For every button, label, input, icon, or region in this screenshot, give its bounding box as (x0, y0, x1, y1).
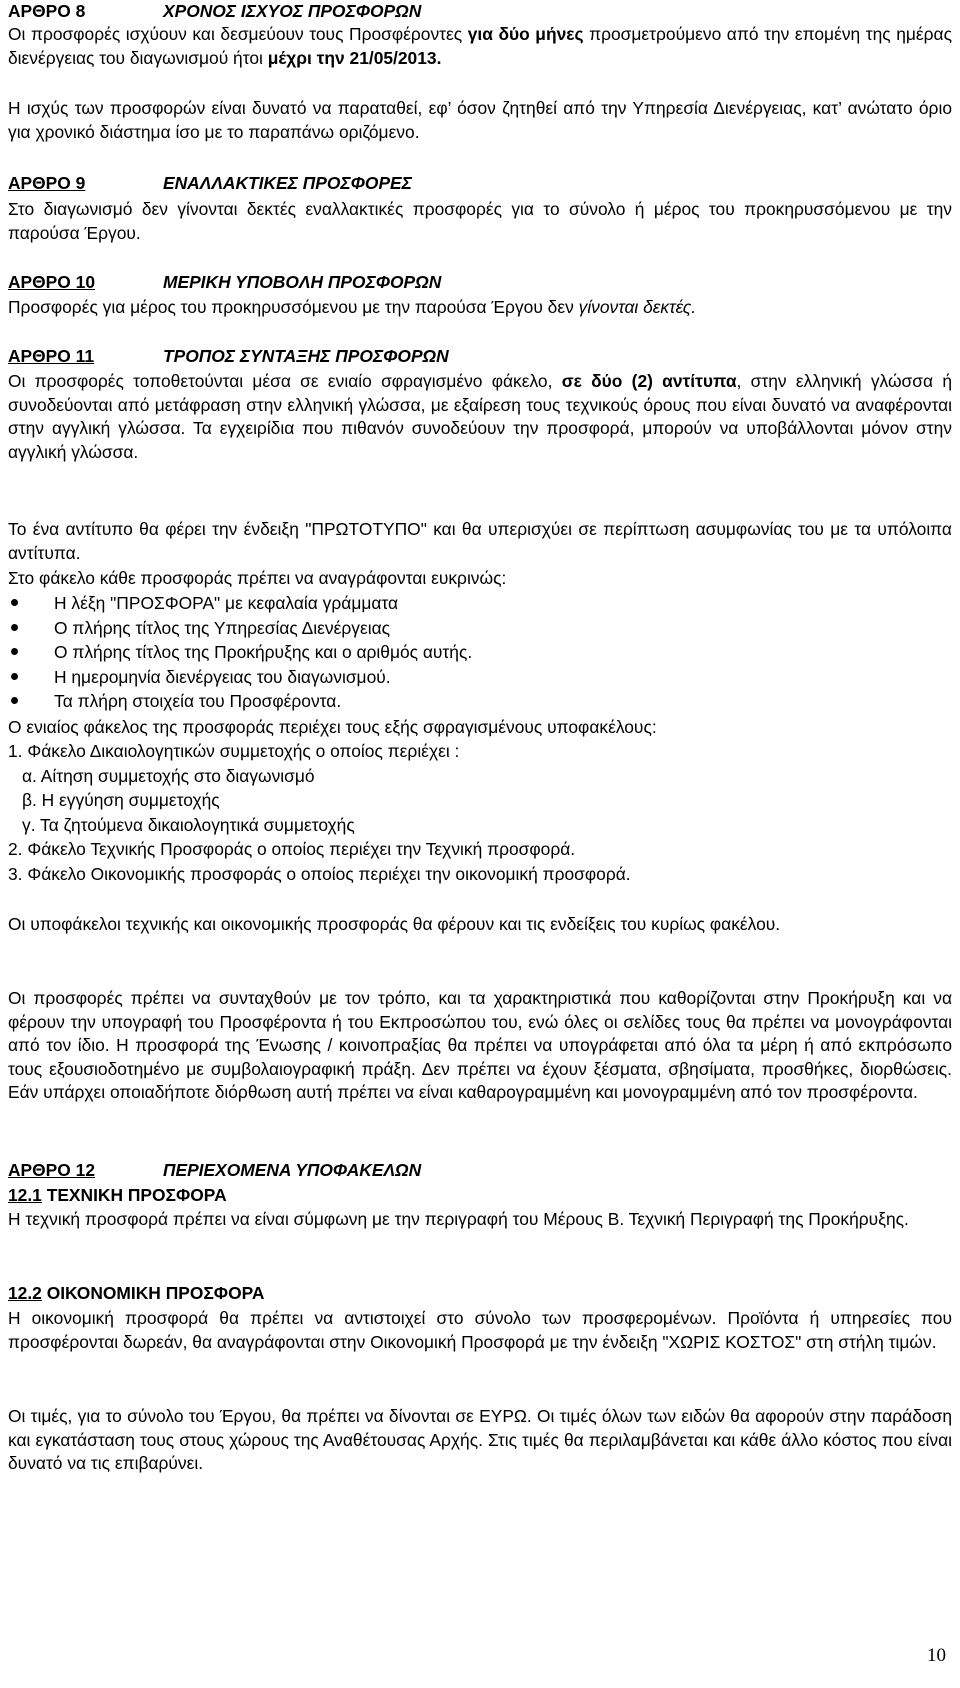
article-11-paragraph-2: Το ένα αντίτυπο θα φέρει την ένδειξη "ΠΡΩΤΟΤΥΠΟ" και θα υπερισχύει σε περίπτωση ασυμφωνίας του με τα υπόλοιπα αντίτυπα. (8, 519, 952, 563)
article-title: ΧΡΟΝΟΣ ΙΣΧΥΟΣ ΠΡΟΣΦΟΡΩΝ (163, 1, 422, 21)
article-10-heading (8, 271, 952, 295)
article-number: ΑΡΘΡΟ 11 (8, 346, 95, 366)
page-number: 10 (927, 1645, 946, 1666)
list-item: Ο πλήρης τίτλος της Υπηρεσίας Διενέργειας (8, 616, 952, 641)
article-11-paragraph-5: Οι υποφάκελοι τεχνικής και οικονομικής προσφοράς θα φέρουν και τις ενδείξεις του κυρίως φακέλου. (8, 914, 781, 934)
article-title: ΠΕΡΙΕΧΟΜΕΝΑ ΥΠΟΦΑΚΕΛΩΝ (163, 1160, 422, 1180)
article-title: ΜΕΡΙΚΗ ΥΠΟΒΟΛΗ ΠΡΟΣΦΟΡΩΝ (163, 272, 442, 292)
list-item: Η ημερομηνία διενέργειας του διαγωνισμού. (8, 665, 952, 690)
list-item: Τα πλήρη στοιχεία του Προσφέροντα. (8, 689, 952, 714)
article-title: ΤΡΟΠΟΣ ΣΥΝΤΑΞΗΣ ΠΡΟΣΦΟΡΩΝ (163, 346, 449, 366)
article-11-paragraph-6: Οι προσφορές πρέπει να συνταχθούν με τον τρόπο, και τα χαρακτηριστικά που καθορίζονται στην Προκήρυξη και να φέρουν την υπογραφή του Προσφέροντα ή του Εκπροσώπου του, ενώ όλες οι σελίδες τους θα πρέπει να μονογράφονται από τον ίδιο. Η προσφορά της Ένωσης / κοινοπραξίας θα πρέπει να υπογράφεται από όλα τα μέρη ή από εκπρόσωπο τους εξουσιοδοτημένο με συμβολαιογραφική πράξη. Δεν πρέπει να έχουν ξέσματα, σβησίματα, προσθήκες, διορθώσεις. Εάν υπάρχει οποιαδήποτε διόρθωση αυτή πρέπει να είναι καθαρογραμμένη και μονογραμμένη από τον προσφέροντα. (8, 988, 952, 1103)
article-8-heading (8, 0, 952, 24)
article-10-paragraph-1: Προσφορές για μέρος του προκηρυσσόμενου με την παρούσα Έργου δεν γίνονται δεκτές. (8, 297, 697, 317)
list-item: α. Αίτηση συμμετοχής στο διαγωνισμό (22, 765, 315, 786)
section-12-1-paragraph: Η τεχνική προσφορά πρέπει να είναι σύμφωνη με την περιγραφή του Μέρους Β. Τεχνική Περιγραφή της Προκήρυξης. (8, 1209, 909, 1229)
section-12-2-paragraph-1: Η οικονομική προσφορά θα πρέπει να αντιστοιχεί στο σύνολο των προσφερομένων. Προϊόντα ή υπηρεσίες που προσφέρονται δωρεάν, θα αναγράφονται στην Οικονομική Προσφορά με την ένδειξη "ΧΩΡΙΣ ΚΟΣΤΟΣ" στη στήλη τιμών. (8, 1308, 952, 1352)
list-item: β. Η εγγύηση συμμετοχής (22, 790, 220, 811)
article-9-heading (8, 172, 952, 196)
article-11-paragraph-4: Ο ενιαίος φάκελος της προσφοράς περιέχει τους εξής σφραγισμένους υποφακέλους: (8, 717, 657, 737)
section-12-2-heading: 12.2 ΟΙΚΟΝΟΜΙΚΗ ΠΡΟΣΦΟΡΑ (8, 1283, 265, 1303)
list-item: 2. Φάκελο Τεχνικής Προσφοράς ο οποίος περιέχει την Τεχνική προσφορά. (8, 839, 576, 860)
article-8-paragraph-2: Η ισχύς των προσφορών είναι δυνατό να παραταθεί, εφ’ όσον ζητηθεί από την Υπηρεσία Διενέργειας, κατ’ ανώτατο όριο για χρονικό διάστημα ίσο με το παραπάνω οριζόμενο. (8, 98, 952, 142)
subenvelopes-list (8, 740, 952, 888)
section-12-2-paragraph-2: Οι τιμές, για το σύνολο του Έργου, θα πρέπει να δίνονται σε ΕΥΡΩ. Οι τιμές όλων των ειδών θα αφορούν στην παράδοση και εγκατάσταση τους στους χώρους της Αναθέτουσας Αρχής. Στις τιμές θα περιλαμβάνεται και κάθε άλλο κόστος που είναι δυνατό να τις επιβαρύνει. (8, 1406, 952, 1474)
bullet-icon (11, 624, 18, 631)
bullet-icon (11, 673, 18, 680)
list-item: Ο πλήρης τίτλος της Προκήρυξης και ο αριθμός αυτής. (8, 640, 952, 665)
article-number: ΑΡΘΡΟ 10 (8, 272, 95, 292)
list-item: γ. Τα ζητούμενα δικαιολογητικά συμμετοχής (22, 814, 355, 835)
article-number: ΑΡΘΡΟ 9 (8, 173, 86, 193)
bullet-icon (11, 697, 18, 704)
article-9-paragraph-1: Στο διαγωνισμό δεν γίνονται δεκτές εναλλακτικές προσφορές για το σύνολο ή μέρος του προκηρυσσόμενου με την παρούσα Έργου. (8, 199, 952, 243)
article-11-paragraph-3: Στο φάκελο κάθε προσφοράς πρέπει να αναγράφονται ευκρινώς: (8, 568, 507, 588)
bullet-icon (11, 599, 18, 606)
list-item: Η λέξη "ΠΡΟΣΦΟΡΑ" με κεφαλαία γράμματα (8, 591, 952, 616)
envelope-markings-list (8, 591, 952, 714)
article-title: ΕΝΑΛΛΑΚΤΙΚΕΣ ΠΡΟΣΦΟΡΕΣ (163, 173, 412, 193)
article-11-paragraph-1: Οι προσφορές τοποθετούνται μέσα σε ενιαίο σφραγισμένο φάκελο, σε δύο (2) αντίτυπα, στην ελληνική γλώσσα ή συνοδεύονται από μετάφραση στην ελληνική γλώσσα, με εξαίρεση τους τεχνικούς όρους που είναι δυνατό να αναφέρονται στην αγγλική γλώσσα. Τα εγχειρίδια που πιθανόν συνοδεύουν την προσφορά, μπορούν να υποβάλλονται μόνον στην αγγλική γλώσσα. (8, 371, 952, 462)
article-number: ΑΡΘΡΟ 8 (8, 1, 86, 21)
section-12-1-heading: 12.1 ΤΕΧΝΙΚΗ ΠΡΟΣΦΟΡΑ (8, 1185, 227, 1205)
list-item: 1. Φάκελο Δικαιολογητικών συμμετοχής ο οποίος περιέχει : (8, 741, 460, 761)
list-item: 3. Φάκελο Οικονομικής προσφοράς ο οποίος περιέχει την οικονομική προσφορά. (8, 863, 631, 884)
bullet-icon (11, 648, 18, 655)
article-number: ΑΡΘΡΟ 12 (8, 1160, 95, 1180)
article-11-heading (8, 345, 952, 369)
article-12-heading (8, 1159, 952, 1183)
article-8-paragraph-1: Οι προσφορές ισχύουν και δεσμεύουν τους Προσφέροντες για δύο μήνες προσμετρούμενο από την επομένη της ημέρας διενέργειας του διαγωνισμού ήτοι μέχρι την 21/05/2013. (8, 24, 952, 68)
